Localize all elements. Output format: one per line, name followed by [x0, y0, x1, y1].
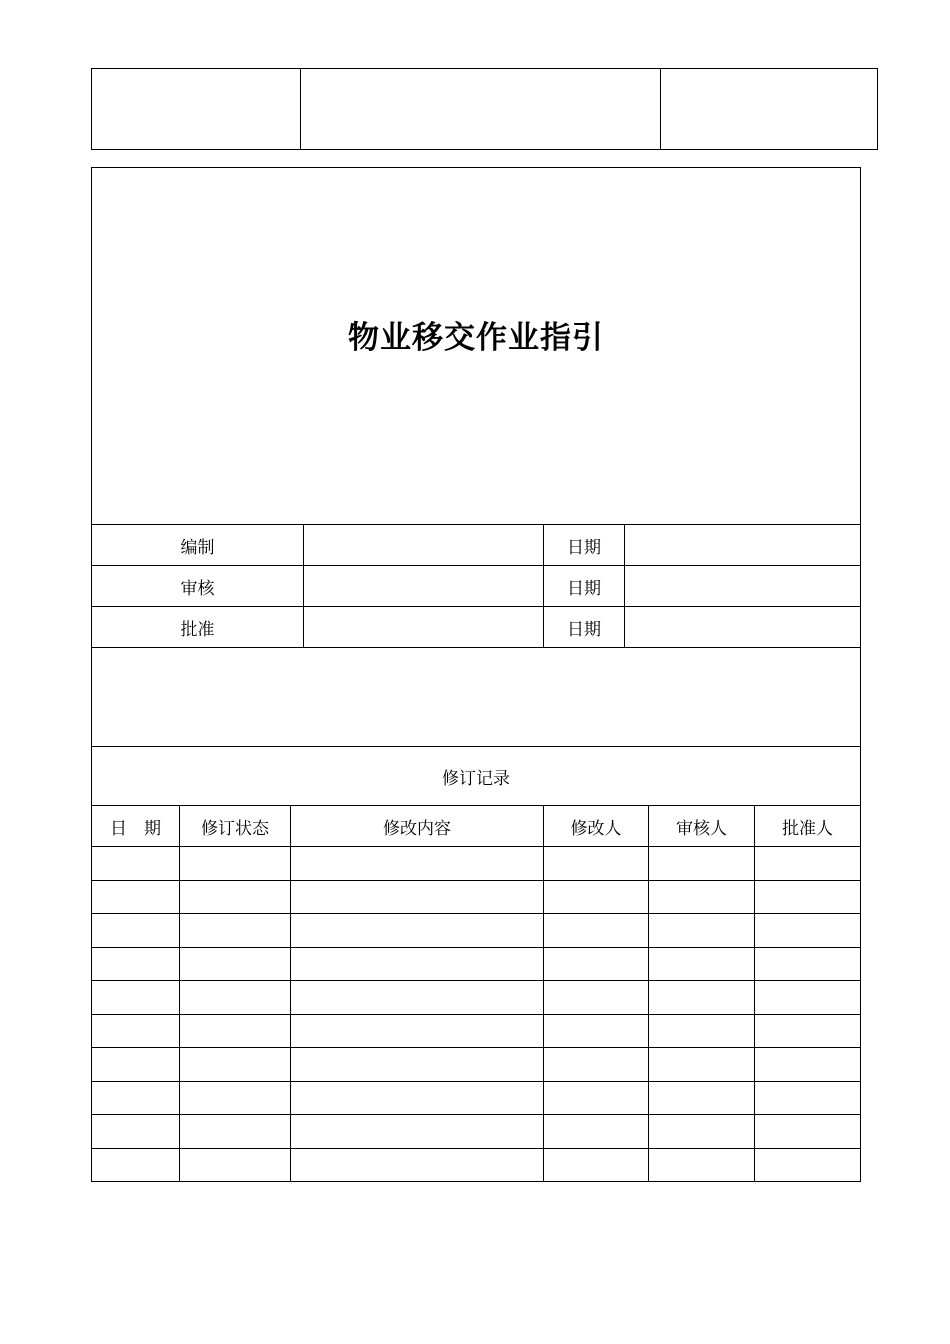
header-box	[91, 68, 878, 150]
table-cell[interactable]	[544, 914, 649, 948]
signoff-name-field[interactable]	[304, 525, 544, 566]
table-cell[interactable]	[755, 1048, 861, 1082]
cover-table	[91, 167, 861, 1182]
table-cell[interactable]	[291, 1081, 544, 1115]
table-cell[interactable]	[755, 947, 861, 981]
table-row	[92, 1081, 861, 1115]
revision-record-title: 修订记录	[92, 747, 861, 806]
table-cell[interactable]	[180, 1048, 291, 1082]
table-cell[interactable]	[649, 1081, 755, 1115]
signoff-date-label: 日期	[544, 566, 625, 607]
column-header-status: 修订状态	[180, 806, 291, 847]
table-cell[interactable]	[180, 847, 291, 881]
table-cell[interactable]	[180, 880, 291, 914]
table-row	[92, 914, 861, 948]
signoff-row-approved	[92, 607, 861, 648]
table-cell[interactable]	[544, 1048, 649, 1082]
table-cell[interactable]	[755, 1014, 861, 1048]
table-cell[interactable]	[649, 847, 755, 881]
table-cell[interactable]	[291, 1115, 544, 1149]
table-cell[interactable]	[291, 1148, 544, 1182]
table-cell[interactable]	[755, 1081, 861, 1115]
blank-section	[92, 648, 861, 747]
column-header-date: 日 期	[92, 806, 180, 847]
table-cell[interactable]	[92, 914, 180, 948]
document-title: 物业移交作业指引	[348, 319, 604, 356]
signoff-row-reviewed	[92, 566, 861, 607]
table-cell[interactable]	[180, 1148, 291, 1182]
revision-header-row	[92, 806, 861, 847]
table-cell[interactable]	[180, 981, 291, 1015]
table-cell[interactable]	[755, 880, 861, 914]
table-cell[interactable]	[649, 914, 755, 948]
table-cell[interactable]	[180, 1081, 291, 1115]
table-cell[interactable]	[544, 981, 649, 1015]
table-cell[interactable]	[755, 847, 861, 881]
table-row	[92, 1115, 861, 1149]
table-cell[interactable]	[92, 1048, 180, 1082]
table-row	[92, 981, 861, 1015]
table-cell[interactable]	[755, 914, 861, 948]
signoff-date-field[interactable]	[625, 607, 861, 648]
table-cell[interactable]	[92, 947, 180, 981]
column-header-approver: 批准人	[755, 806, 861, 847]
table-cell[interactable]	[92, 880, 180, 914]
table-cell[interactable]	[291, 981, 544, 1015]
signoff-label: 编制	[92, 525, 304, 566]
table-cell[interactable]	[544, 1148, 649, 1182]
table-cell[interactable]	[180, 947, 291, 981]
title-cell	[92, 168, 861, 525]
table-cell[interactable]	[92, 981, 180, 1015]
table-cell[interactable]	[755, 1148, 861, 1182]
table-row	[92, 947, 861, 981]
signoff-name-field[interactable]	[304, 607, 544, 648]
table-cell[interactable]	[649, 1048, 755, 1082]
table-cell[interactable]	[544, 947, 649, 981]
table-cell[interactable]	[755, 981, 861, 1015]
table-cell[interactable]	[92, 1081, 180, 1115]
signoff-name-field[interactable]	[304, 566, 544, 607]
table-cell[interactable]	[755, 1115, 861, 1149]
table-cell[interactable]	[649, 880, 755, 914]
table-cell[interactable]	[649, 1148, 755, 1182]
table-cell[interactable]	[92, 847, 180, 881]
table-cell[interactable]	[291, 914, 544, 948]
table-cell[interactable]	[180, 1115, 291, 1149]
header-cell-doc-number	[661, 69, 878, 150]
table-cell[interactable]	[92, 1148, 180, 1182]
table-cell[interactable]	[649, 947, 755, 981]
table-cell[interactable]	[92, 1014, 180, 1048]
table-row	[92, 880, 861, 914]
header-cell-company	[301, 69, 661, 150]
table-cell[interactable]	[649, 1014, 755, 1048]
column-header-modifier: 修改人	[544, 806, 649, 847]
table-cell[interactable]	[180, 914, 291, 948]
signoff-date-label: 日期	[544, 525, 625, 566]
table-cell[interactable]	[544, 1115, 649, 1149]
table-cell[interactable]	[291, 847, 544, 881]
table-cell[interactable]	[291, 1014, 544, 1048]
table-cell[interactable]	[180, 1014, 291, 1048]
signoff-label: 审核	[92, 566, 304, 607]
table-cell[interactable]	[649, 981, 755, 1015]
column-header-reviewer: 审核人	[649, 806, 755, 847]
table-row	[92, 1148, 861, 1182]
table-cell[interactable]	[544, 1014, 649, 1048]
table-row	[92, 1014, 861, 1048]
table-cell[interactable]	[92, 1115, 180, 1149]
column-header-content: 修改内容	[291, 806, 544, 847]
table-cell[interactable]	[544, 1081, 649, 1115]
table-row	[92, 1048, 861, 1082]
signoff-date-field[interactable]	[625, 566, 861, 607]
table-cell[interactable]	[291, 880, 544, 914]
table-cell[interactable]	[649, 1115, 755, 1149]
table-cell[interactable]	[544, 847, 649, 881]
signoff-label: 批准	[92, 607, 304, 648]
signoff-date-field[interactable]	[625, 525, 861, 566]
signoff-date-label: 日期	[544, 607, 625, 648]
table-cell[interactable]	[544, 880, 649, 914]
table-cell[interactable]	[291, 947, 544, 981]
table-cell[interactable]	[291, 1048, 544, 1082]
header-cell-logo	[92, 69, 301, 150]
signoff-row-prepared	[92, 525, 861, 566]
table-row	[92, 847, 861, 881]
